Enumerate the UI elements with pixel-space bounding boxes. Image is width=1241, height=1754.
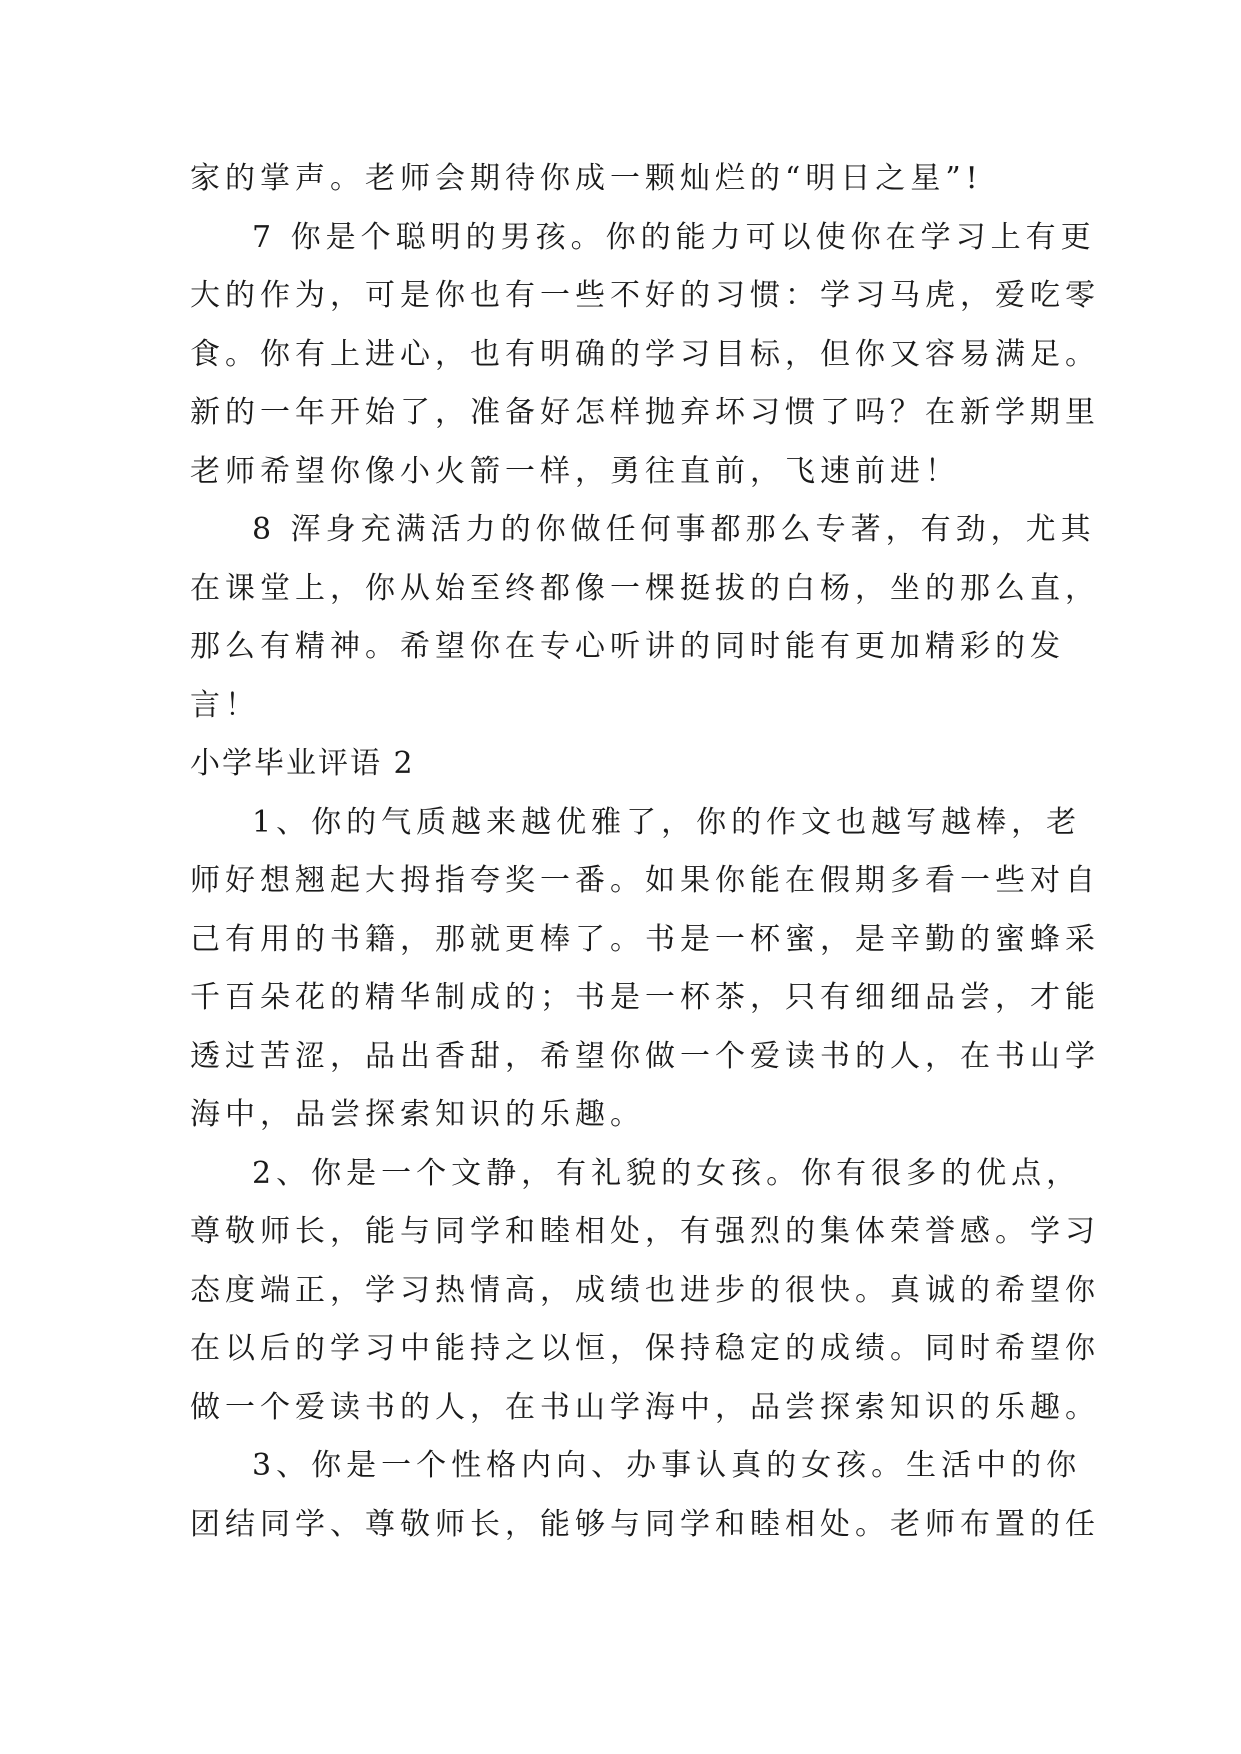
text-line: 家的掌声。老师会期待你成一颗灿烂的“明日之星”!: [190, 161, 983, 196]
paragraph-start-line: 3、你是一个性格内向、办事认真的女孩。生活中的你: [252, 1448, 1082, 1483]
text-line: 态度端正，学习热情高，成绩也进步的很快。真诚的希望你: [190, 1272, 1100, 1308]
paragraph-start-line: 7 你是个聪明的男孩。你的能力可以使你在学习上有更: [252, 219, 1096, 255]
text-line: 师好想翘起大拇指夸奖一番。如果你能在假期多看一些对自: [190, 863, 1100, 898]
text-line: 千百朵花的精华制成的；书是一杯茶，只有细细品尝，才能: [190, 980, 1100, 1015]
paragraph-start-line: 2、你是一个文静，有礼貌的女孩。你有很多的优点，: [252, 1155, 1082, 1191]
document-page: [190, 150, 1100, 1554]
text-line: 那么有精神。希望你在专心听讲的同时能有更加精彩的发: [190, 629, 1065, 664]
text-line: 己有用的书籍，那就更棒了。书是一杯蜜，是辛勤的蜜蜂采: [190, 921, 1100, 957]
text-line: 在课堂上，你从始至终都像一棵挺拔的白杨，坐的那么直，: [190, 570, 1100, 606]
text-line: 新的一年开始了，准备好怎样抛弃坏习惯了吗？在新学期里: [190, 395, 1100, 430]
text-line: 大的作为，可是你也有一些不好的习惯：学习马虎，爱吃零: [190, 278, 1100, 313]
text-line: 言！: [190, 687, 260, 723]
section-heading: 小学毕业评语 2: [190, 746, 415, 781]
text-line: 老师希望你像小火箭一样，勇往直前，飞速前进！: [190, 453, 960, 489]
text-line: 尊敬师长，能与同学和睦相处，有强烈的集体荣誉感。学习: [190, 1214, 1100, 1249]
text-line: 食。你有上进心，也有明确的学习目标，但你又容易满足。: [190, 336, 1100, 372]
text-line: 透过苦涩，品出香甜，希望你做一个爱读书的人，在书山学: [190, 1038, 1100, 1074]
paragraph-start-line: 8 浑身充满活力的你做任何事都那么专著，有劲，尤其: [252, 512, 1096, 547]
text-line: 在以后的学习中能持之以恒，保持稳定的成绩。同时希望你: [190, 1331, 1100, 1366]
paragraph-start-line: 1、你的气质越来越优雅了，你的作文也越写越棒，老: [252, 804, 1082, 840]
text-line: 海中，品尝探索知识的乐趣。: [190, 1097, 645, 1132]
text-line: 团结同学、尊敬师长，能够与同学和睦相处。老师布置的任: [190, 1506, 1100, 1542]
text-line: 做一个爱读书的人，在书山学海中，品尝探索知识的乐趣。: [190, 1389, 1100, 1425]
